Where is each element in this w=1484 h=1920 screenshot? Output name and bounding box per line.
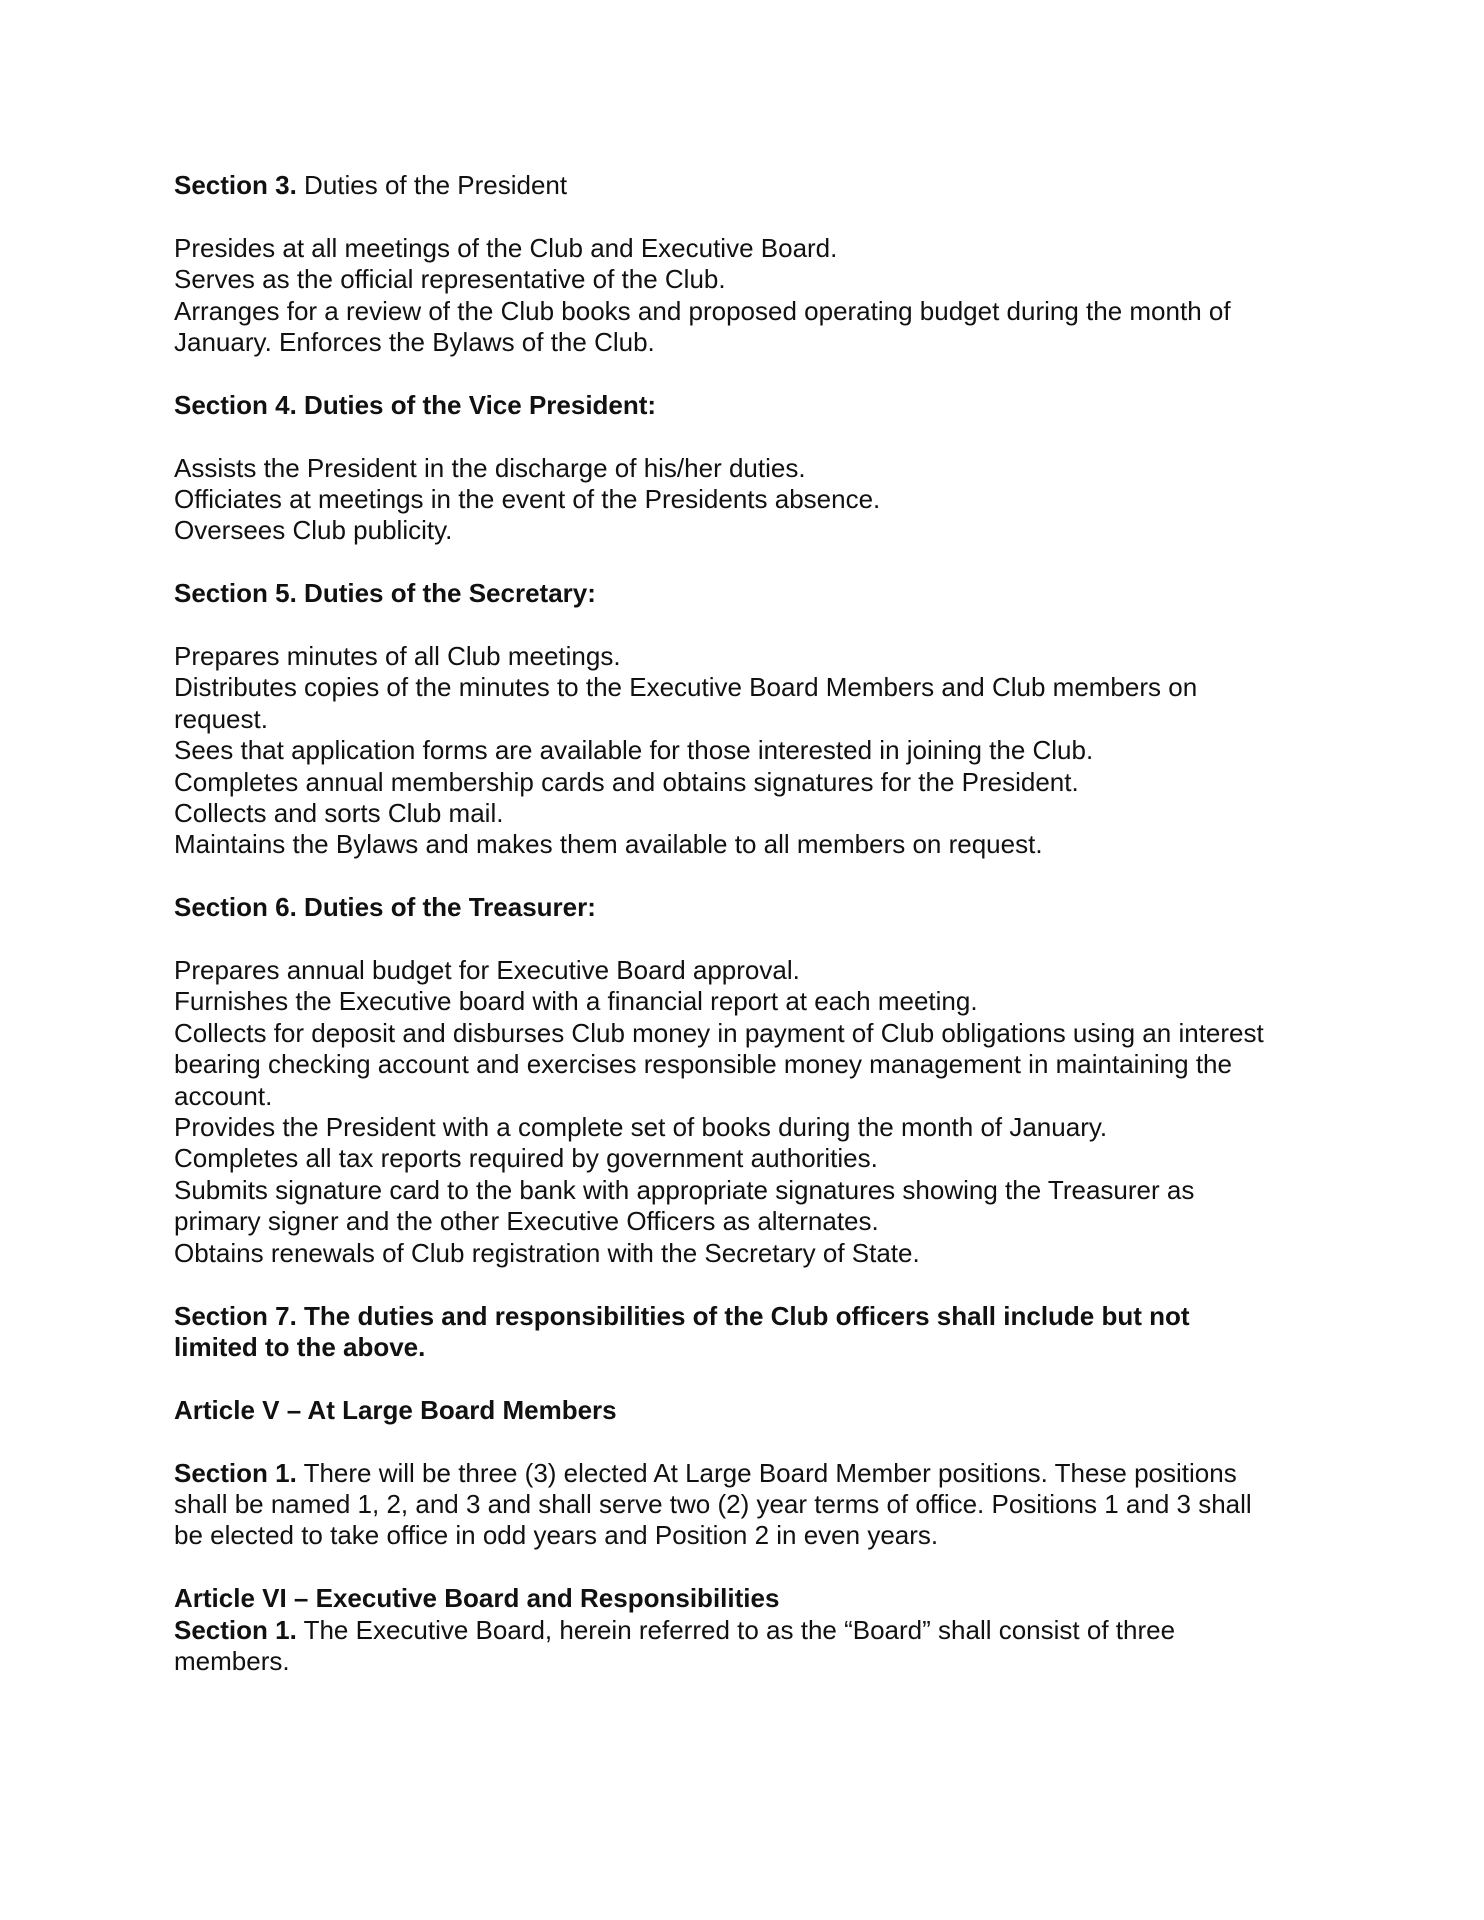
- section-3-line: Arranges for a review of the Club books and proposed operating budget during the month of: [174, 295, 1231, 326]
- section-4: [174, 390, 1324, 547]
- section-7-line: limited to the above.: [174, 1331, 426, 1362]
- section-6-line: bearing checking account and exercises responsible money management in maintaining the: [174, 1049, 1232, 1080]
- section-3: [174, 170, 1324, 358]
- document-page: [174, 170, 1324, 1677]
- section-6-line: Collects for deposit and disburses Club money in payment of Club obligations using an interest: [174, 1017, 1264, 1048]
- section-3-label: Section 3.: [174, 170, 297, 200]
- section-6-line: Prepares annual budget for Executive Board approval.: [174, 955, 800, 986]
- article-5-section-1-line: shall be named 1, 2, and 3 and shall serve two (2) year terms of office. Positions 1 and 3 shall: [174, 1488, 1252, 1519]
- section-6-heading: Section 6. Duties of the Treasurer:: [174, 892, 596, 923]
- section-6-line: Completes all tax reports required by government authorities.: [174, 1143, 878, 1174]
- section-5-line: Maintains the Bylaws and makes them available to all members on request.: [174, 829, 1043, 860]
- section-3-line: Presides at all meetings of the Club and Executive Board.: [174, 232, 838, 263]
- section-4-heading: Section 4. Duties of the Vice President:: [174, 389, 657, 420]
- section-5-line: Completes annual membership cards and obtains signatures for the President.: [174, 766, 1079, 797]
- section-6-line: Furnishes the Executive board with a financial report at each meeting.: [174, 986, 978, 1017]
- section-7: [174, 1301, 1324, 1364]
- article-5-heading: Article V – At Large Board Members: [174, 1394, 617, 1425]
- section-6-line: account.: [174, 1080, 273, 1111]
- section-6-line: primary signer and the other Executive Officers as alternates.: [174, 1206, 879, 1237]
- article-5-section-1-text: There will be three (3) elected At Large Board Member positions. These positions: [296, 1457, 1237, 1488]
- article-6-section-1-text: The Executive Board, herein referred to as the “Board” shall consist of three: [296, 1614, 1176, 1645]
- section-6-line: Submits signature card to the bank with appropriate signatures showing the Treasurer as: [174, 1174, 1195, 1205]
- article-6-section-1-line: members.: [174, 1645, 290, 1676]
- article-6-section-1-label: Section 1.: [174, 1614, 297, 1645]
- section-5-line: Collects and sorts Club mail.: [174, 798, 504, 829]
- section-3-heading: [174, 170, 1324, 201]
- section-5: [174, 578, 1324, 861]
- article-6: [174, 1583, 1324, 1677]
- section-5-line: Distributes copies of the minutes to the Executive Board Members and Club members on: [174, 672, 1198, 703]
- section-3-title: Duties of the President: [296, 170, 568, 200]
- article-5: [174, 1395, 1324, 1552]
- section-3-line: January. Enforces the Bylaws of the Club.: [174, 327, 655, 358]
- section-5-heading: Section 5. Duties of the Secretary:: [174, 578, 596, 609]
- section-5-line: request.: [174, 703, 268, 734]
- section-4-line: Assists the President in the discharge of his/her duties.: [174, 452, 806, 483]
- section-4-line: Officiates at meetings in the event of the Presidents absence.: [174, 484, 881, 515]
- article-6-heading: Article VI – Executive Board and Responsibilities: [174, 1583, 780, 1614]
- section-5-line: Sees that application forms are available for those interested in joining the Club.: [174, 735, 1094, 766]
- article-5-section-1-line: [174, 1458, 1324, 1489]
- section-6-line: Provides the President with a complete set of books during the month of January.: [174, 1112, 1108, 1143]
- section-5-line: Prepares minutes of all Club meetings.: [174, 641, 621, 672]
- section-4-line: Oversees Club publicity.: [174, 515, 453, 546]
- section-3-line: Serves as the official representative of the Club.: [174, 264, 726, 295]
- article-5-section-1-label: Section 1.: [174, 1457, 297, 1488]
- article-5-section-1-line: be elected to take office in odd years and Position 2 in even years.: [174, 1520, 939, 1551]
- section-6: [174, 892, 1324, 1269]
- article-6-section-1-line: [174, 1615, 1324, 1646]
- section-7-line: Section 7. The duties and responsibilities of the Club officers shall include but not: [174, 1300, 1190, 1331]
- section-6-line: Obtains renewals of Club registration with the Secretary of State.: [174, 1237, 920, 1268]
